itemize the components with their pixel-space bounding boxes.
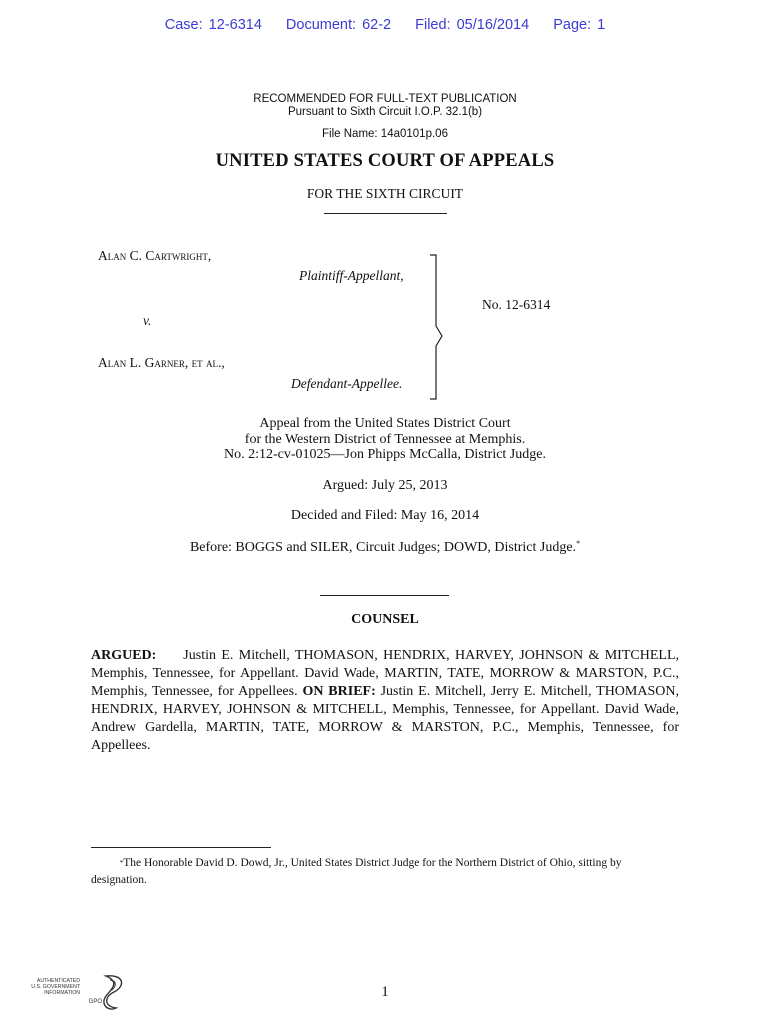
logo-line-2: U.S. GOVERNMENT (31, 984, 80, 990)
argued-counsel: Justin E. Mitchell, THOMASON, HENDRIX, HARVEY, JOHNSON & MITCHELL, Memphis, Tennessee, for Appellant. David Wade, MARTIN, TATE, MORROW & MARSTON, P.C., Memphis, Tennessee, for Appellees. (91, 648, 679, 699)
logo-line-3: INFORMATION (44, 990, 80, 996)
appeal-info (0, 416, 770, 463)
counsel-heading: COUNSEL (351, 612, 419, 627)
appeal-line-3: No. 2:12-cv-01025—Jon Phipps McCalla, District Judge. (224, 447, 546, 462)
defendant-role: Defendant-Appellee. (291, 376, 403, 391)
publication-recommendation: RECOMMENDED FOR FULL-TEXT PUBLICATION (253, 93, 517, 105)
footnote (91, 855, 679, 889)
filing-header (0, 17, 770, 33)
case-number: No. 12-6314 (482, 297, 551, 312)
section-divider (320, 595, 449, 596)
footnote-mark: * (576, 539, 581, 548)
footnote-marker: * (119, 859, 124, 867)
panel-judges (0, 540, 770, 556)
footnote-divider (91, 847, 271, 848)
counsel-paragraph (91, 647, 679, 755)
court-title: UNITED STATES COURT OF APPEALS (215, 151, 555, 171)
versus: v. (143, 313, 152, 328)
page-header: Page: 1 (553, 17, 606, 33)
logo-line-4: GPO (88, 999, 102, 1005)
title-divider (324, 213, 447, 214)
footnote-text: The Honorable David D. Dowd, Jr., United States District Judge for the Northern District of Ohio, sitting by designation. (91, 857, 622, 886)
file-name: File Name: 14a0101p.06 (322, 128, 448, 140)
brief-counsel: Justin E. Mitchell, Jerry E. Mitchell, THOMASON, HENDRIX, HARVEY, JOHNSON & MITCHELL, Memphis, Tennessee, for Appellant. David Wade, Andrew Gardella, MARTIN, TATE, MORROW & MARSTON, P.C., Memphis, Tennessee, for Appellees. (91, 684, 679, 753)
filed-date-header: Filed: 05/16/2014 (415, 17, 530, 33)
court-circuit: FOR THE SIXTH CIRCUIT (306, 186, 464, 201)
appeal-line-2: for the Western District of Tennessee at Memphis. (244, 431, 526, 447)
case-number-header: Case: 12-6314 (164, 17, 262, 33)
appeal-line-1: Appeal from the United States District Court (259, 416, 511, 431)
on-brief-label: ON BRIEF: (302, 684, 376, 699)
logo-line-1: AUTHENTICATED (36, 978, 80, 984)
decided-date: Decided and Filed: May 16, 2014 (290, 508, 480, 523)
caption-bracket (428, 254, 448, 400)
plaintiff-role: Plaintiff-Appellant, (299, 268, 404, 283)
document-number-header: Document: 62-2 (285, 17, 392, 33)
argued-date: Argued: July 25, 2013 (322, 478, 448, 493)
plaintiff-name: Alan C. Cartwright, (98, 248, 212, 263)
page-number: 1 (381, 984, 389, 1000)
panel-judges-text: Before: BOGGS and SILER, Circuit Judges; DOWD, District Judge. (189, 540, 577, 555)
argued-label: ARGUED: (91, 648, 157, 663)
defendant-name: Alan L. Garner, et al., (98, 355, 225, 370)
publication-rule: Pursuant to Sixth Circuit I.O.P. 32.1(b) (287, 106, 483, 118)
